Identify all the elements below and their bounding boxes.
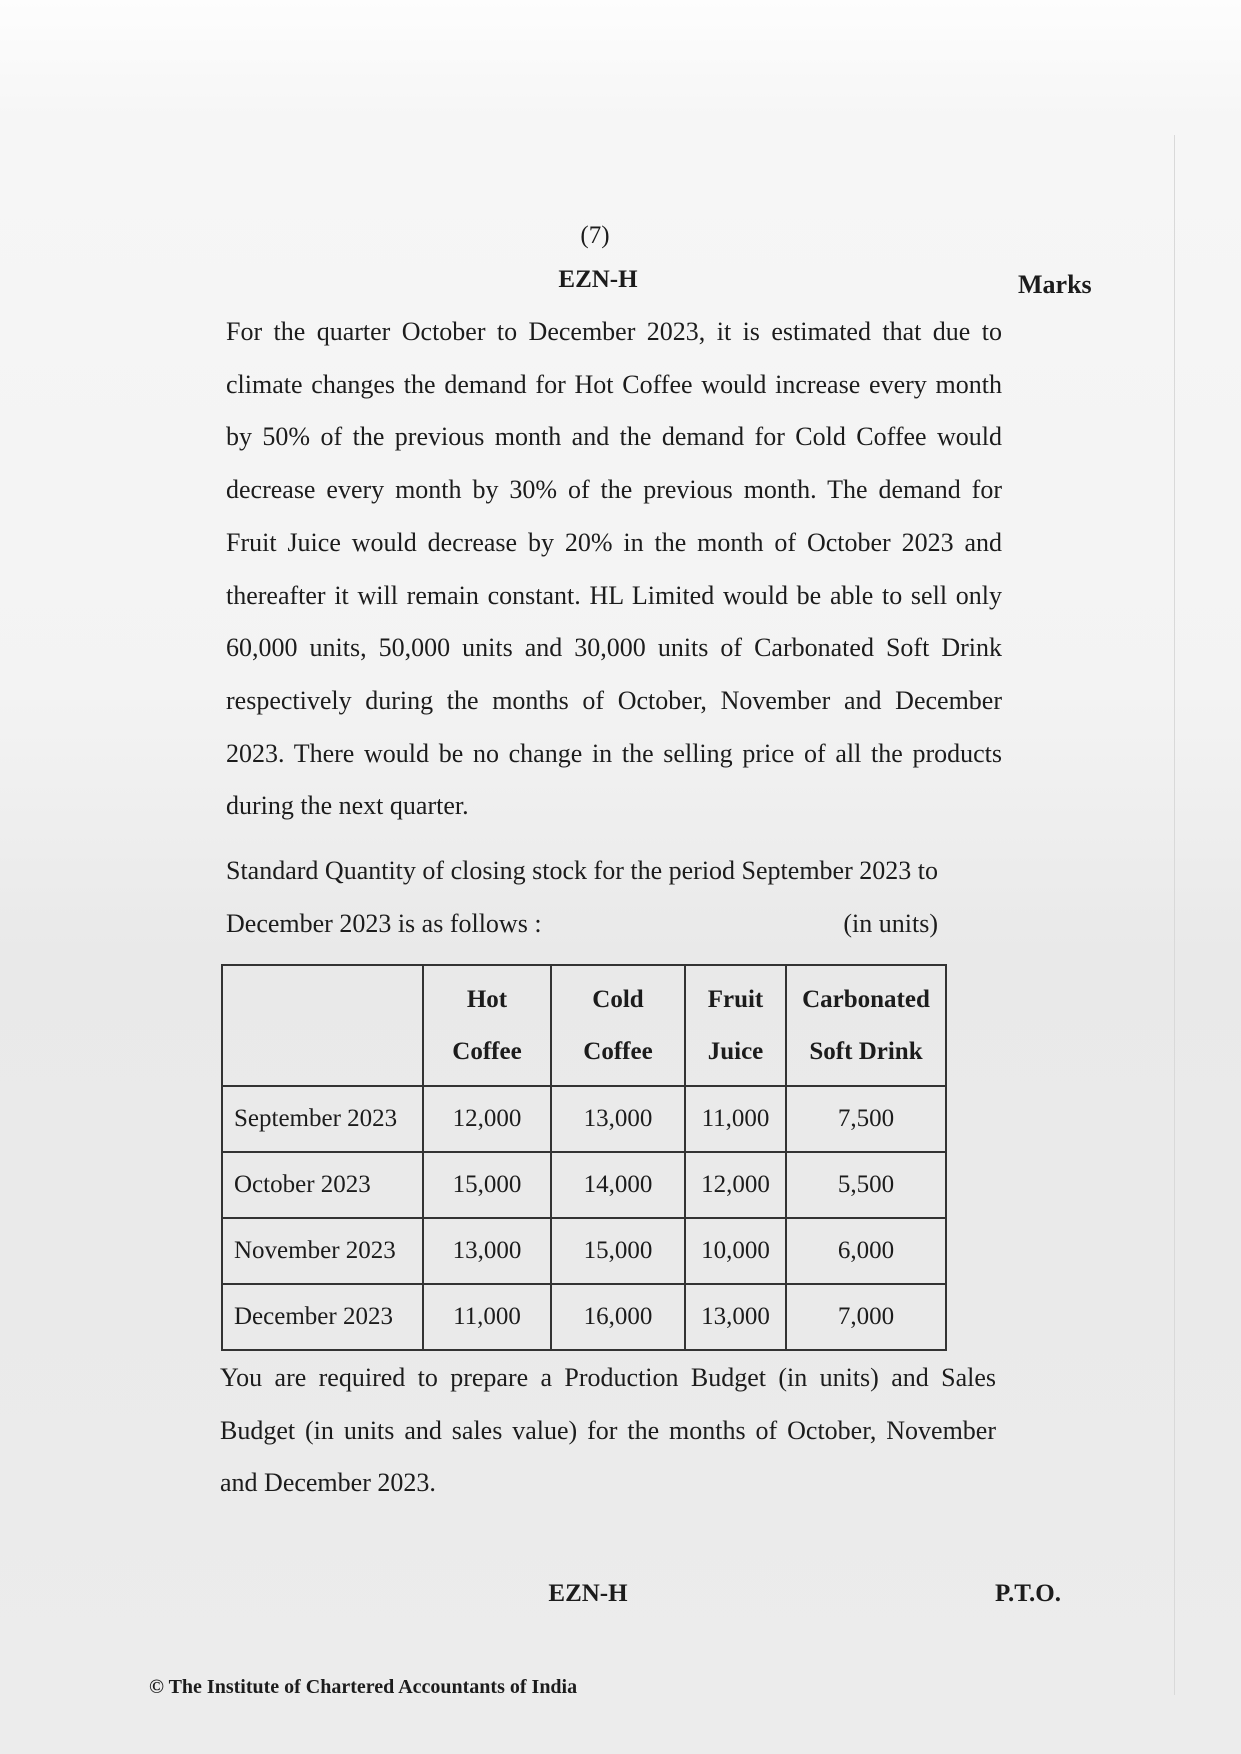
table-cell: 15,000 <box>423 1152 551 1218</box>
table-header-empty <box>222 965 423 1086</box>
question-paragraph-demand: For the quarter October to December 2023, it is estimated that due to climate changes the demand for Hot Coffee would increase every month by 50% of the previous month and the demand for Cold Coffee would decrease every month by 30% of the previous month. The demand for Fruit Juice would decrease by 20% in the month of October 2023 and thereafter it will remain constant. HL Limited would be able to sell only 60,000 units, 50,000 units and 30,000 units of Carbonated Soft Drink respectively during the months of October, November and December 2023. There would be no change in the selling price of all the products during the next quarter. <box>226 317 1002 821</box>
table-cell: 15,000 <box>551 1218 685 1284</box>
table-row <box>222 1086 946 1152</box>
row-month: November 2023 <box>222 1218 423 1284</box>
table-row <box>222 1152 946 1218</box>
table-header-hot-coffee: Hot Coffee <box>423 965 551 1086</box>
units-note: (in units) <box>843 909 938 938</box>
paper-code-header: EZN-H <box>558 266 638 293</box>
table-cell: 10,000 <box>685 1218 786 1284</box>
row-month: October 2023 <box>222 1152 423 1218</box>
table-cell: 7,500 <box>786 1086 946 1152</box>
table-cell: 12,000 <box>423 1086 551 1152</box>
marks-label: Marks <box>1018 270 1092 299</box>
table-header-carbonated-soft-drink: Carbonated Soft Drink <box>786 965 946 1086</box>
table-cell: 16,000 <box>551 1284 685 1350</box>
table-cell: 13,000 <box>423 1218 551 1284</box>
table-header-cold-coffee: Cold Coffee <box>551 965 685 1086</box>
question-requirement: You are required to prepare a Production Budget (in units) and Sales Budget (in units and sales value) for the months of October, November and December 2023. <box>220 1363 996 1498</box>
table-row <box>222 1284 946 1350</box>
table-row <box>222 1218 946 1284</box>
pto-label: P.T.O. <box>995 1580 1061 1607</box>
table-cell: 14,000 <box>551 1152 685 1218</box>
table-cell: 6,000 <box>786 1218 946 1284</box>
row-month: September 2023 <box>222 1086 423 1152</box>
page-number: (7) <box>580 222 610 249</box>
table-cell: 7,000 <box>786 1284 946 1350</box>
table-cell: 11,000 <box>685 1086 786 1152</box>
paper-code-footer: EZN-H <box>548 1580 628 1607</box>
table-cell: 12,000 <box>685 1152 786 1218</box>
table-cell: 5,500 <box>786 1152 946 1218</box>
table-cell: 13,000 <box>551 1086 685 1152</box>
table-header-row <box>222 965 946 1086</box>
copyright-notice: © The Institute of Chartered Accountants of India <box>149 1676 578 1698</box>
table-cell: 11,000 <box>423 1284 551 1350</box>
table-cell: 13,000 <box>685 1284 786 1350</box>
scan-edge-shadow <box>1174 135 1175 1695</box>
closing-stock-intro-line2 <box>226 898 938 950</box>
closing-stock-intro-text: December 2023 is as follows : <box>226 909 542 938</box>
closing-stock-table <box>221 964 947 1351</box>
table-header-fruit-juice: Fruit Juice <box>685 965 786 1086</box>
row-month: December 2023 <box>222 1284 423 1350</box>
closing-stock-intro: Standard Quantity of closing stock for the period September 2023 to <box>226 856 938 885</box>
